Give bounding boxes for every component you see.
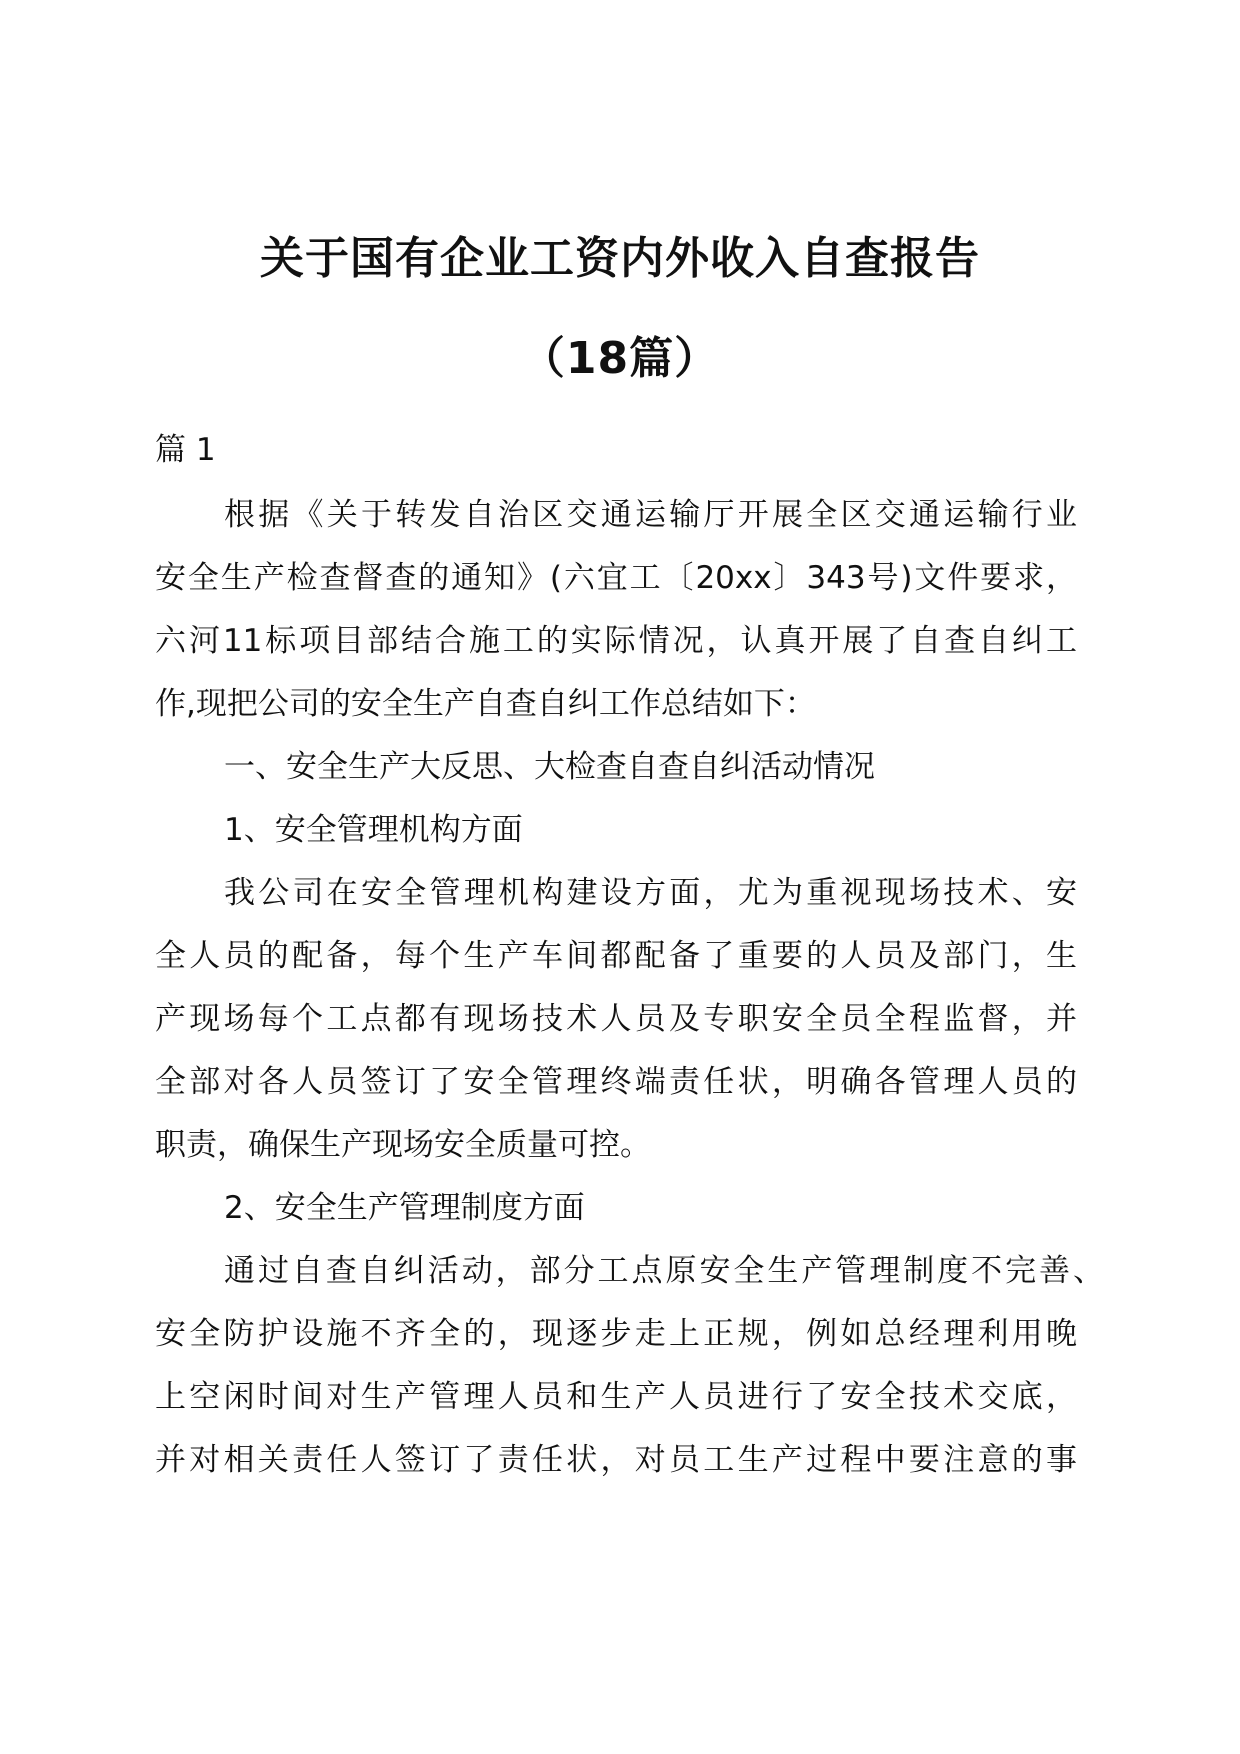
body-line: 安全生产检查督查的通知》(六宜工〔20xx〕343号)文件要求，: [155, 560, 1077, 596]
body-line: 并对相关责任人签订了责任状，对员工生产过程中要注意的事: [155, 1442, 1077, 1478]
subsection-heading: 1、安全管理机构方面: [224, 812, 523, 848]
body-line: 职责，确保生产现场安全质量可控。: [155, 1127, 651, 1163]
document-subtitle: （18篇）: [520, 333, 720, 384]
body-line: 产现场每个工点都有现场技术人员及专职安全员全程监督，并: [155, 1001, 1077, 1037]
body-line: 上空闲时间对生产管理人员和生产人员进行了安全技术交底，: [155, 1379, 1077, 1415]
section-heading: 一、安全生产大反思、大检查自查自纠活动情况: [224, 749, 875, 785]
body-line: 六河11标项目部结合施工的实际情况，认真开展了自查自纠工: [155, 623, 1077, 659]
body-line: 我公司在安全管理机构建设方面，尤为重视现场技术、安: [224, 875, 1077, 911]
body-line: 全部对各人员签订了安全管理终端责任状，明确各管理人员的: [155, 1064, 1077, 1100]
section-label: 篇 1: [155, 432, 216, 468]
subsection-heading: 2、安全生产管理制度方面: [224, 1190, 585, 1226]
body-line: 根据《关于转发自治区交通运输厅开展全区交通运输行业: [224, 497, 1077, 533]
body-line: 通过自查自纠活动，部分工点原安全生产管理制度不完善、: [224, 1253, 1104, 1289]
body-line: 安全防护设施不齐全的，现逐步走上正规，例如总经理利用晚: [155, 1316, 1077, 1352]
document-title: 关于国有企业工资内外收入自查报告: [260, 233, 980, 284]
body-line: 全人员的配备，每个生产车间都配备了重要的人员及部门，生: [155, 938, 1077, 974]
body-line: 作,现把公司的安全生产自查自纠工作总结如下：: [155, 686, 816, 722]
